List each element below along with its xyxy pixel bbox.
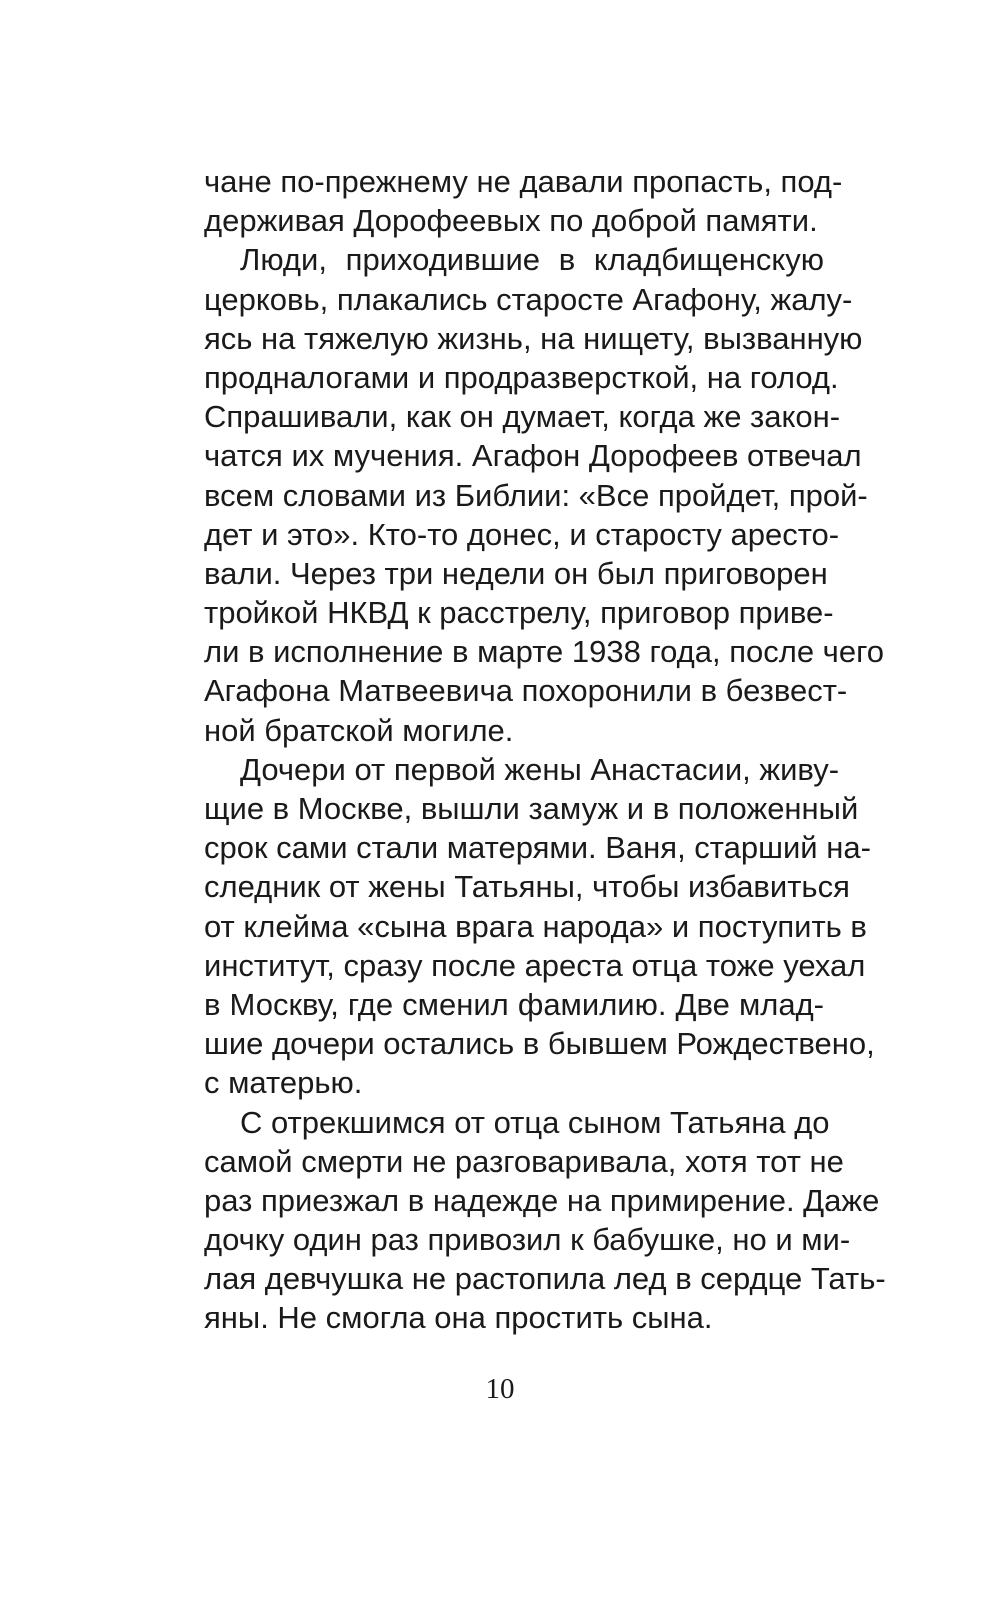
text-line: лая девчушка не растопила лед в сердце Тать- [204, 1261, 886, 1297]
text-line: Люди, приходившие в кладбищенскую [240, 242, 824, 278]
text-line: с матерью. [204, 1065, 363, 1101]
page-number: 10 [485, 1373, 515, 1405]
text-line: Дочери от первой жены Анастасии, живу- [240, 751, 840, 787]
text-line: церковь, плакались старосте Агафону, жалу- [204, 281, 853, 317]
text-line: тройкой НКВД к расстрелу, приговор приве- [204, 595, 834, 631]
paragraph [204, 162, 843, 240]
text-line: раз приезжал в надежде на примирение. Даже [204, 1182, 880, 1218]
text-line: всем словами из Библии: «Все пройдет, прой- [204, 477, 868, 513]
text-line: институт, сразу после ареста отца тоже уехал [204, 947, 866, 983]
text-line: С отрекшимся от отца сыном Татьяна до [240, 1104, 830, 1140]
paragraph [204, 1103, 886, 1338]
text-line: чане по-прежнему не давали пропасть, под- [204, 164, 843, 199]
text-line: от клейма «сына врага народа» и поступить в [204, 908, 867, 944]
text-line: самой смерти не разговаривала, хотя тот не [204, 1143, 844, 1179]
text-line: вали. Через три недели он был приговорен [204, 555, 828, 591]
text-line: ли в исполнение в марте 1938 года, после чего [204, 634, 884, 670]
text-line: ясь на тяжелую жизнь, на нищету, вызванную [204, 320, 863, 356]
text-line: держивая Дорофеевых по доброй памяти. [204, 203, 818, 239]
text-line: Спрашивали, как он думает, когда же закон- [204, 399, 841, 435]
body-text [204, 162, 886, 1338]
paragraph [204, 750, 875, 1103]
text-line: продналогами и продразверсткой, на голод. [204, 359, 839, 395]
text-line: в Москву, где сменил фамилию. Две млад- [204, 986, 824, 1022]
text-line: чатся их мучения. Агафон Дорофеев отвечал [204, 438, 862, 474]
paragraph [204, 240, 884, 749]
text-line: дет и это». Кто-то донес, и старосту аресто- [204, 516, 840, 552]
text-line: срок сами стали матерями. Ваня, старший на- [204, 830, 871, 866]
text-line: дочку один раз привозил к бабушке, но и ми- [204, 1222, 851, 1258]
text-line: щие в Москве, вышли замуж и в положенный [204, 791, 859, 826]
text-line: Агафона Матвеевича похоронили в безвест- [204, 673, 848, 709]
text-line: шие дочери остались в бывшем Рождествено, [204, 1026, 875, 1062]
text-line: следник от жены Татьяны, чтобы избавиться [204, 869, 850, 905]
text-line: ной братской могиле. [204, 712, 514, 748]
text-line: яны. Не смогла она простить сына. [204, 1300, 713, 1336]
